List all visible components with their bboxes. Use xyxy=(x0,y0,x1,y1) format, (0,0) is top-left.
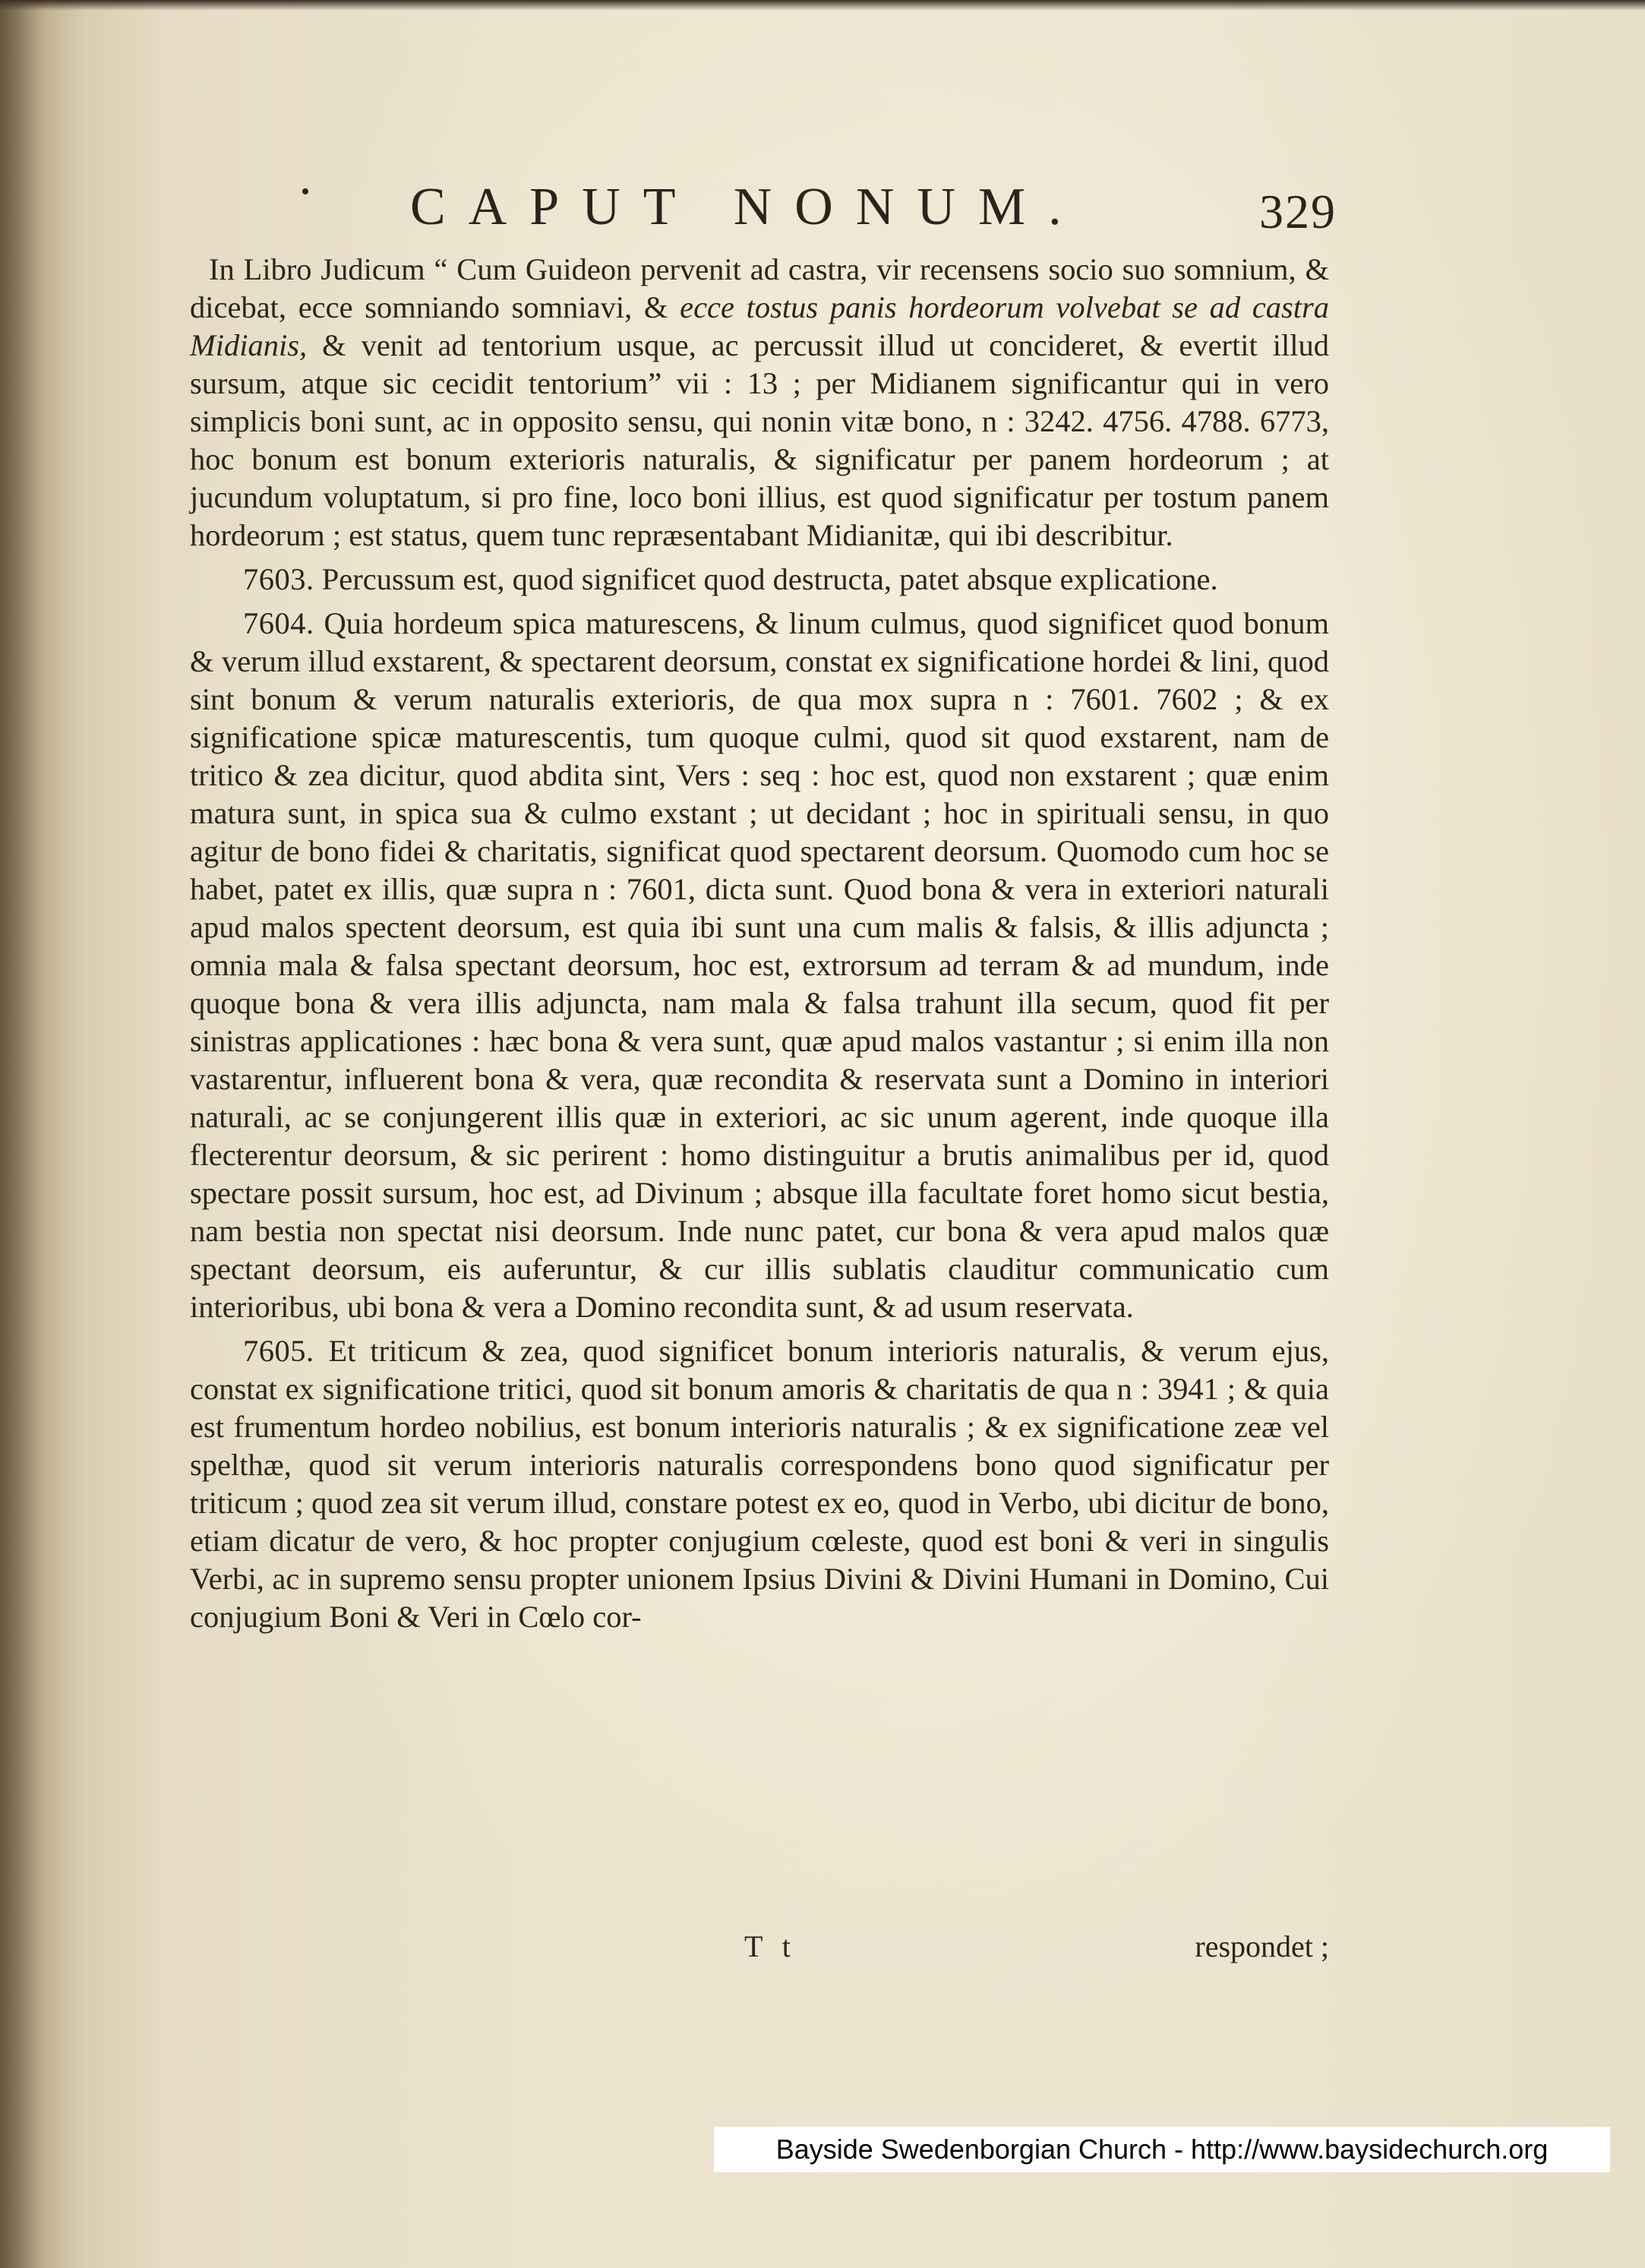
paragraph-text: & venit ad tentorium usque, ac percussit illud ut concideret, & evertit illud sursum, atque sic cecidit tentorium” vii : 13 ; per Midianem significantur qui in vero simplicis boni sunt, ac in opposito sensu, qui nonin vitæ bono, n : 3242. 4756. 4788. 6773, hoc bonum est bonum exterioris naturalis, & significatur per panem hordeorum ; at jucundum voluptatum, si pro fine, loco boni illius, est quod significatur per tostum panem hordeorum ; est status, quem tunc repræsentabant Midianitæ, qui ibi describitur. xyxy=(190,328,1330,552)
paragraph-text: Quia hordeum spica maturescens, & linum culmus, quod significet quod bonum & verum illud exstarent, & spectarent deorsum, constat ex significatione hordei & lini, quod sint bonum & verum naturalis exterioris, de qua mox supra n : 7601. 7602 ; & ex significatione spicæ maturescentis, tum quoque culmi, quod sit quod exstarent, nam de tritico & zea dicitur, quod abdita sint, Vers : seq : hoc est, quod non exstarent ; quæ enim matura sunt, in spica sua & culmo exstant ; ut decidant ; hoc in spirituali sensu, in quo agitur de bono fidei & charitatis, significat quod spectarent deorsum. Quomodo cum hoc se habet, patet ex illis, quæ supra n : 7601, dicta sunt. Quod bona & vera in exteriori naturali apud malos spectent deorsum, est quia ibi sunt una cum malis & falsis, & illis adjuncta ; omnia mala & falsa spectant deorsum, hoc est, extrorsum ad terram & ad mundum, inde quoque bona & vera illis adjuncta, nam mala & falsa trahunt illa secum, quod fit per sinistras applicationes : hæc bona & vera sunt, quæ apud malos vastantur ; si enim illa non vastarentur, influerent bona & vera, quæ recondita & reservata sunt a Domino in interiori naturali, ac se conjungerent illis quæ in exteriori, ac sic unum agerent, inde quoque illa flecterentur deorsum, & sic perirent : homo distinguitur a brutis animalibus per id, quod spectare possit sursum, hoc est, ad Divinum ; absque illa facultate foret homo sicut bestia, nam bestia non spectat nisi deorsum. Inde nunc patet, cur bona & vera apud malos quæ spectant deorsum, eis auferuntur, & cur illis sublatis clauditur communicatio cum interioribus, ubi bona & vera a Domino recondita sunt, & ad usum reservata. xyxy=(190,606,1329,1324)
paragraph-text: Percussum est, quod significet quod destructa, patet absque explicatione. xyxy=(321,562,1218,596)
catchword: respondet ; xyxy=(1195,1929,1329,1963)
paragraph-7604 xyxy=(190,605,1329,1326)
section-number: 7603. xyxy=(243,562,314,596)
paragraph-text: Et triticum & zea, quod significet bonum interioris naturalis, & verum ejus, constat ex significatione tritici, quod sit bonum amoris & charitatis de qua n : 3941 ; & quia est frumentum hordeo nobilius, est bonum interioris naturalis ; & ex significatione zeæ vel spelthæ, quod sit verum interioris naturalis correspondens bono quod significatur per triticum ; quod zea sit verum illud, constare potest ex eo, quod in Verbo, ubi dicitur de bono, etiam dicatur de vero, & hoc propter conjugium cœleste, quod est boni & veri in singulis Verbi, ac in supremo sensu propter unionem Ipsius Divini & Divini Humani in Domino, Cui conjugium Boni & Veri in Cœlo cor- xyxy=(190,1334,1329,1634)
paragraph-judges-quote xyxy=(190,251,1329,554)
section-number: 7604. xyxy=(243,606,314,640)
section-number: 7605. xyxy=(243,1334,314,1368)
body-text xyxy=(190,251,1329,1636)
header-ornament-dot xyxy=(302,188,308,194)
running-head: CAPUT NONUM. xyxy=(410,178,1085,236)
signature-mark: T t xyxy=(744,1929,797,1963)
page-header xyxy=(410,173,1337,249)
page-footer xyxy=(744,1928,1329,1973)
italic-quote: ecce tostus panis hordeorum volvebat se ad castra Midianis, xyxy=(190,290,1330,362)
paragraph-7603 xyxy=(190,561,1329,599)
page-number: 329 xyxy=(1259,185,1337,238)
source-watermark: Bayside Swedenborgian Church - http://www.baysidechurch.org xyxy=(714,2127,1610,2172)
paragraph-7605 xyxy=(190,1332,1329,1636)
paragraph-text: In Libro Judicum “ Cum Guideon pervenit ad castra, vir recensens socio suo somnium, & dicebat, ecce somniando somniavi, & xyxy=(190,252,1329,324)
